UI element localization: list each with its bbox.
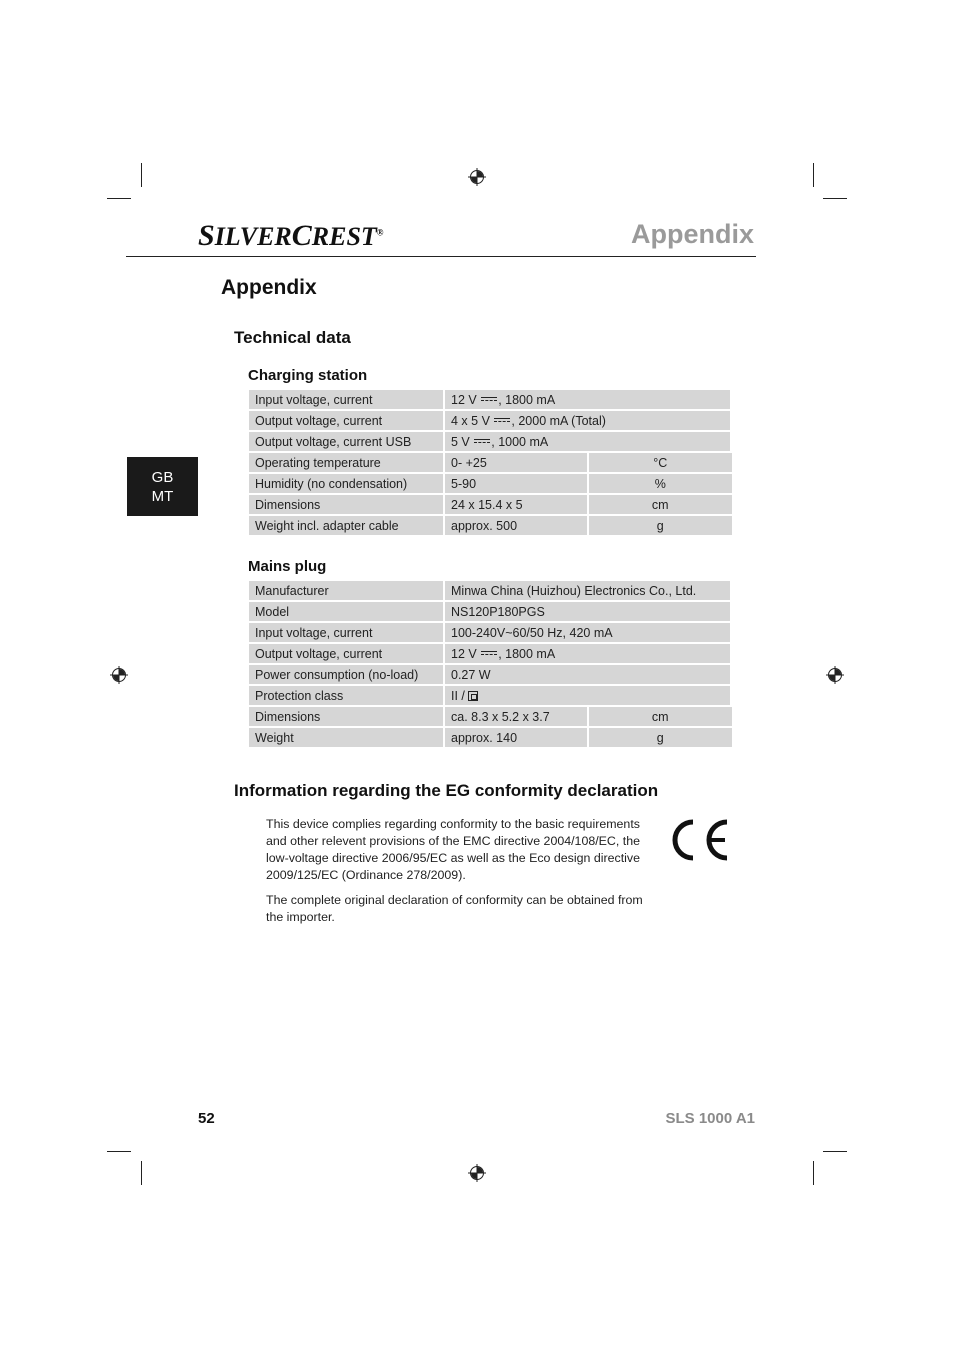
language-code: MT [151, 488, 174, 505]
spec-value: NS120P180PGS [445, 602, 732, 621]
page-heading: Appendix [221, 276, 317, 299]
spec-label: Output voltage, current USB [249, 432, 445, 451]
spec-value: ca. 8.3 x 5.2 x 3.7 [445, 707, 589, 726]
spec-value: 100-240V~60/50 Hz, 420 mA [445, 623, 732, 642]
table-row [249, 644, 732, 663]
table-row [249, 495, 732, 514]
spec-value-text: 12 V [451, 392, 477, 407]
table-row [249, 707, 732, 726]
spec-value: 0- +25 [445, 453, 589, 472]
direct-current-icon [494, 418, 510, 424]
spec-label: Weight incl. adapter cable [249, 516, 445, 535]
spec-value-text: , 1800 mA [498, 646, 556, 661]
spec-value: 0.27 W [445, 665, 732, 684]
spec-value-text: , 1000 mA [491, 434, 549, 449]
spec-unit: °C [589, 453, 733, 472]
spec-label: Manufacturer [249, 581, 445, 600]
language-tab [127, 457, 198, 516]
crop-mark [141, 163, 142, 187]
spec-unit: cm [589, 707, 733, 726]
conformity-heading: Information regarding the EG conformity declaration [234, 781, 659, 800]
table-row [249, 432, 732, 451]
spec-label: Operating temperature [249, 453, 445, 472]
table-row [249, 411, 732, 430]
spec-value [445, 432, 732, 451]
table-row [249, 474, 732, 493]
crop-mark [823, 1151, 847, 1152]
spec-value [445, 686, 732, 705]
spec-label: Dimensions [249, 707, 445, 726]
spec-label: Model [249, 602, 445, 621]
table-row [249, 390, 732, 409]
table-row [249, 581, 732, 600]
spec-value [445, 644, 732, 663]
spec-value-text: , 2000 mA (Total) [511, 413, 606, 428]
spec-value-text: 4 x 5 V [451, 413, 490, 428]
table-row [249, 665, 732, 684]
spec-value-text: 5 V [451, 434, 470, 449]
spec-value [445, 390, 732, 409]
table-row [249, 623, 732, 642]
spec-value: approx. 140 [445, 728, 589, 747]
spec-label: Power consumption (no-load) [249, 665, 445, 684]
conformity-paragraph: The complete original declaration of conformity can be obtained from the importer. [266, 893, 643, 924]
spec-label: Input voltage, current [249, 623, 445, 642]
protection-class-ii-icon [468, 691, 478, 701]
spec-value-text: , 1800 mA [498, 392, 556, 407]
table-row [249, 686, 732, 705]
header-divider [126, 256, 756, 257]
model-number: SLS 1000 A1 [665, 1110, 755, 1127]
spec-value-text: 12 V [451, 646, 477, 661]
mains-plug-heading: Mains plug [248, 558, 327, 575]
crop-mark [813, 1161, 814, 1185]
charging-station-heading: Charging station [248, 367, 368, 384]
spec-label: Output voltage, current [249, 644, 445, 663]
spec-value: approx. 500 [445, 516, 589, 535]
spec-label: Output voltage, current [249, 411, 445, 430]
crop-mark [107, 1151, 131, 1152]
spec-unit: g [589, 516, 733, 535]
page-number: 52 [198, 1110, 215, 1127]
spec-value [445, 411, 732, 430]
table-row [249, 453, 732, 472]
mains-plug-table [249, 579, 732, 749]
table-row [249, 516, 732, 535]
direct-current-icon [474, 439, 490, 445]
crop-mark [141, 1161, 142, 1185]
table-row [249, 728, 732, 747]
direct-current-icon [481, 397, 497, 403]
direct-current-icon [481, 651, 497, 657]
conformity-paragraph: This device complies regarding conformity to the basic requirements and other relevent provisions of the EMC directive 2004/108/EC, the low-voltage directive 2006/95/EC as well as the Eco design directive 2009/125/EC (Ordinance 278/2009). [266, 817, 640, 882]
spec-unit: % [589, 474, 733, 493]
crop-mark [107, 198, 131, 199]
registration-mark-icon [468, 1164, 486, 1182]
crop-mark [813, 163, 814, 187]
brand-logo: SILVERCREST® [198, 219, 384, 252]
ce-mark-icon [667, 816, 731, 864]
registration-mark-icon [826, 666, 844, 684]
charging-station-table [249, 388, 732, 537]
spec-unit: cm [589, 495, 733, 514]
spec-label: Input voltage, current [249, 390, 445, 409]
spec-label: Dimensions [249, 495, 445, 514]
registration-mark-icon [110, 666, 128, 684]
language-code: GB [151, 469, 174, 486]
technical-data-heading: Technical data [234, 328, 351, 347]
spec-value: 24 x 15.4 x 5 [445, 495, 589, 514]
crop-mark [823, 198, 847, 199]
spec-label: Weight [249, 728, 445, 747]
spec-label: Humidity (no condensation) [249, 474, 445, 493]
spec-value: 5-90 [445, 474, 589, 493]
table-row [249, 602, 732, 621]
header-title: Appendix [630, 219, 754, 249]
spec-label: Protection class [249, 686, 445, 705]
spec-value: Minwa China (Huizhou) Electronics Co., Ltd. [445, 581, 732, 600]
registration-mark-icon [468, 168, 486, 186]
spec-unit: g [589, 728, 733, 747]
spec-value-text: II / [451, 688, 465, 703]
